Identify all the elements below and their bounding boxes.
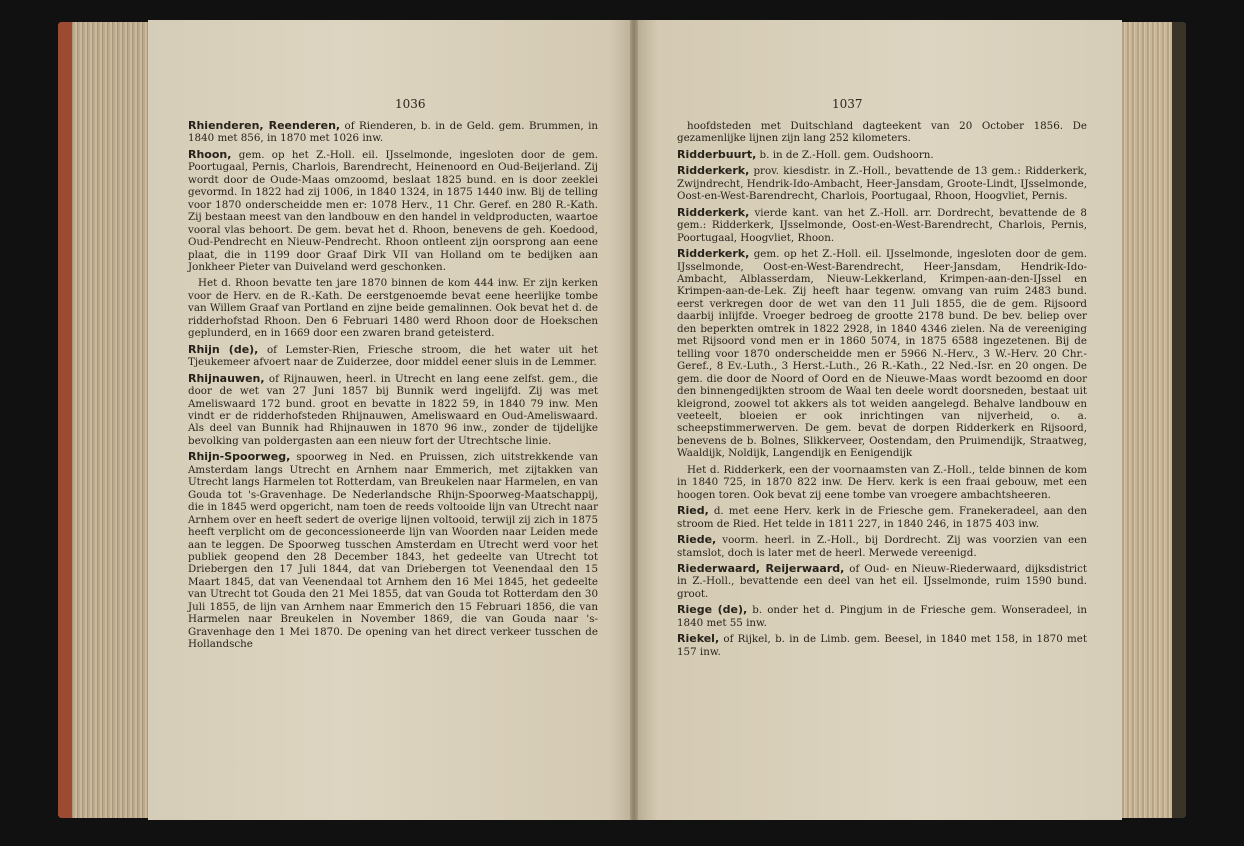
entry-headword: Ridderbuurt, — [677, 147, 757, 161]
entry-headword: Rhijn (de), — [188, 342, 259, 356]
entry-text: of Rijkel, b. in de Limb. gem. Beesel, in 1840 met 158, in 1870 met 157 inw. — [677, 633, 1087, 658]
entry-headword: Riederwaard, Reijerwaard, — [677, 561, 845, 575]
dictionary-entry — [677, 534, 1087, 559]
dictionary-entry — [188, 149, 598, 274]
entry-headword: Riekel, — [677, 632, 720, 646]
dictionary-entry — [677, 165, 1087, 202]
entry-text: voorm. heerl. in Z.-Holl., bij Dordrecht. Zij was voorzien van een stamslot, doch is later met de heerl. Merwede vereenigd. — [677, 534, 1087, 559]
dictionary-entry — [677, 633, 1087, 658]
dictionary-entry — [677, 604, 1087, 629]
entry-text: vierde kant. van het Z.-Holl. arr. Dordrecht, bevattende de 8 gem.: Ridderkerk, IJsselmonde, Oost-en-West-Barendrecht, Charlois, Pernis, Poortugaal, Hoogvliet, Rhoon. — [677, 206, 1087, 244]
dictionary-entry — [188, 373, 598, 448]
entry-headword: Ridderkerk, — [677, 164, 750, 178]
book-cover-left — [58, 22, 72, 818]
entry-text: spoorweg in Ned. en Pruissen, zich uitstrekkende van Amsterdam langs Utrecht en Arnhem naar Emmerich, met zijtakken van Utrecht langs Harmelen tot Rotterdam, van Breukelen naar Harmelen, en van Gouda tot 's-Gravenhage. De Nederlandsche Rhijn-Spoorweg-Maatschappij, die in 1845 werd opgericht, nam toen de reeds voltooide lijn van Utrecht naar Arnhem over en heeft sedert de overige lijnen voltooid, terwijl zij zich in 1875 heeft verplicht om de geconcessioneerde lijn van Woorden naar Leiden mede aan te leggen. De Spoorweg tusschen Amsterdam en Utrecht werd voor het publiek geopend den 28 December 1843, het gedeelte van Utrecht tot Driebergen den 17 Juli 1844, dat van Driebergen tot Veenendaal den 15 Maart 1845, dat van Veenendaal tot Arnhem den 16 Mei 1845, het gedeelte van Utrecht tot Gouda den 21 Mei 1855, dat van Gouda tot Rotterdam den 30 Juli 1855, de lijn van Arnhem naar Emmerich den 15 Februari 1856, die van Harmelen naar Breukelen in November 1869, die van Gouda naar 's-Gravenhage den 1 Mei 1870. De opening van het direct verkeer tusschen de Hollandsche — [188, 451, 598, 651]
entry-text: gem. op het Z.-Holl. eil. IJsselmonde, ingesloten door de gem. Poortugaal, Pernis, Charlois, Barendrecht, Heinenoord en Oud-Beijerland. Zij wordt door de Oude-Maas omzoomd, beslaat 1825 bund. en is door zeeklei gevormd. In 1822 had zij 1006, in 1840 1324, in 1875 1440 inw. Bij de telling voor 1870 onderscheidde men er: 1078 Herv., 11 Chr. Geref. en 280 R.-Kath. Zij bestaan meest van den landbouw en den handel in veldproducten, waartoe vooral vlas behoort. De gem. bevat het d. Rhoon, benevens de geh. Koedood, Oud-Pendrecht en Nieuw-Pendrecht. Rhoon ontleent zijn oorsprong aan eene plaat, die in 1199 door Graaf Dirk VII van Holland om te bedijken aan Jonkheer Pieter van Duiveland werd geschonken. — [188, 148, 598, 273]
right-page-number: 1037 — [832, 97, 863, 111]
dictionary-entry — [188, 277, 598, 339]
dictionary-entry — [677, 505, 1087, 530]
left-page-text — [188, 120, 598, 655]
book-cover-right — [1172, 22, 1186, 818]
dictionary-entry — [677, 464, 1087, 501]
entry-headword: Riege (de), — [677, 603, 748, 617]
entry-text: Het d. Rhoon bevatte ten jare 1870 binnen de kom 444 inw. Er zijn kerken voor de Herv. en de R.-Kath. De eerstgenoemde bevat eene heerlijke tombe van Willem Graaf van Portland en zijne beide gemalinnen. Ook bevat het d. de ridderhofstad Rhoon. Den 6 Februari 1480 werd Rhoon door de Hoekschen geplunderd, en in 1669 door een zwaren brand geteisterd. — [188, 277, 598, 340]
entry-text: Het d. Ridderkerk, een der voornaamsten van Z.-Holl., telde binnen de kom in 1840 725, in 1870 822 inw. De Herv. kerk is een fraai gebouw, met een hoogen toren. Ook bevat zij eene tombe van vroegere ambachtsheeren. — [677, 463, 1087, 501]
entry-text: d. met eene Herv. kerk in de Friesche gem. Franekeradeel, aan den stroom de Ried. Het telde in 1811 227, in 1840 246, in 1875 403 inw. — [677, 505, 1087, 530]
entry-text: prov. kiesdistr. in Z.-Holl., bevattende de 13 gem.: Ridderkerk, Zwijndrecht, Hendrik-Ido-Ambacht, Heer-Jansdam, Groote-Lindt, IJsselmonde, Oost-en-West-Barendrecht, Charlois, Poortugaal, Rhoon, Hoogvliet, Pernis. — [677, 165, 1087, 203]
dictionary-entry — [677, 248, 1087, 460]
dictionary-entry — [677, 120, 1087, 145]
dictionary-entry — [677, 563, 1087, 600]
entry-headword: Ried, — [677, 504, 709, 518]
entry-headword: Ridderkerk, — [677, 247, 750, 261]
entry-text: of Rijnauwen, heerl. in Utrecht en lang eene zelfst. gem., die door de wet van 27 Juni 1857 bij Bunnik werd ingelijfd. Zij was met Ameliswaard 172 bund. groot en bevatte in 1822 59, in 1840 79 inw. Men vindt er de ridderhofsteden Rhijnauwen, Ameliswaard en Oud-Ameliswaard. Als deel van Bunnik had Rhijnauwen in 1870 96 inw., zonder de tijdelijke bevolking van poldergasten aan een nieuw fort der Utrechtsche linie. — [188, 372, 598, 447]
entry-text: of Oud- en Nieuw-Riederwaard, dijksdistrict in Z.-Holl., bevattende een deel van het eil. IJsselmonde, ruim 1590 bund. groot. — [677, 562, 1087, 600]
entry-headword: Riede, — [677, 533, 717, 547]
entry-text: b. onder het d. Pingjum in de Friesche gem. Wonseradeel, in 1840 met 55 inw. — [677, 604, 1087, 629]
left-page-number: 1036 — [395, 97, 426, 111]
entry-text: hoofdsteden met Duitschland dagteekent van 20 October 1856. De gezamenlijke lijnen zijn lang 252 kilometers. — [677, 120, 1087, 145]
book-gutter — [630, 20, 638, 820]
entry-headword: Rhijnauwen, — [188, 371, 265, 385]
dictionary-entry — [188, 451, 598, 650]
entry-headword: Rhoon, — [188, 147, 232, 161]
dictionary-entry — [677, 207, 1087, 244]
entry-text: b. in de Z.-Holl. gem. Oudshoorn. — [756, 148, 934, 161]
entry-text: of Rienderen, b. in de Geld. gem. Brummen, in 1840 met 856, in 1870 met 1026 inw. — [188, 120, 598, 145]
right-page-text — [677, 120, 1087, 662]
dictionary-entry — [188, 120, 598, 145]
entry-headword: Rhienderen, Reenderen, — [188, 119, 341, 132]
dictionary-entry — [188, 344, 598, 369]
dictionary-entry — [677, 149, 1087, 161]
entry-headword: Ridderkerk, — [677, 205, 750, 219]
entry-text: of Lemster-Rien, Friesche stroom, die het water uit het Tjeukemeer afvoert naar de Zuiderzee, door middel eener sluis in de Lemmer. — [188, 343, 598, 369]
entry-headword: Rhijn-Spoorweg, — [188, 450, 291, 464]
entry-text: gem. op het Z.-Holl. eil. IJsselmonde, ingesloten door de gem. IJsselmonde, Oost-en-West-Barendrecht, Heer-Jansdam, Hendrik-Ido-Ambacht, Alblasserdam, Nieuw-Lekkerland, Krimpen-aan-den-IJssel en Krimpen-aan-de-Lek. Zij heeft haar tegenw. omvang van ruim 2483 bund. eerst verkregen door de wet van den 11 Juli 1855, die de gem. Rijsoord daarbij inlijfde. Vroeger bedroeg de grootte 2178 bund. De bev. beliep over den beperkten omtrek in 1822 2928, in 1840 4346 zielen. Na de vereeniging met Rijsoord vond men er in 1860 5074, in 1875 6588 ingezetenen. Bij de telling voor 1870 onderscheidde men er 5966 N.-Herv., 3 W.-Herv. 20 Chr.-Geref., 8 Ev.-Luth., 3 Herst.-Luth., 26 R.-Kath., 22 Ned.-Isr. en 20 ongen. De gem. die door de Noord of Oord en de Nieuwe-Maas wordt bezoomd en door den binnengedijkten stroom de Waal ten deele wordt doorsneden, bestaat uit kleigrond, zoowel tot akkers als tot weiden aangelegd. Behalve landbouw en veeteelt, bloeien er ook inrichtingen van nijverheid, o. a. scheepstimmerwerven. De gem. bevat de dorpen Ridderkerk en Rijsoord, benevens de b. Bolnes, Slikkerveer, Oostendam, den Pruimendijk, Straatweg, Waaldijk, Noldijk, Langendijk en Eenigendijk — [677, 248, 1087, 460]
